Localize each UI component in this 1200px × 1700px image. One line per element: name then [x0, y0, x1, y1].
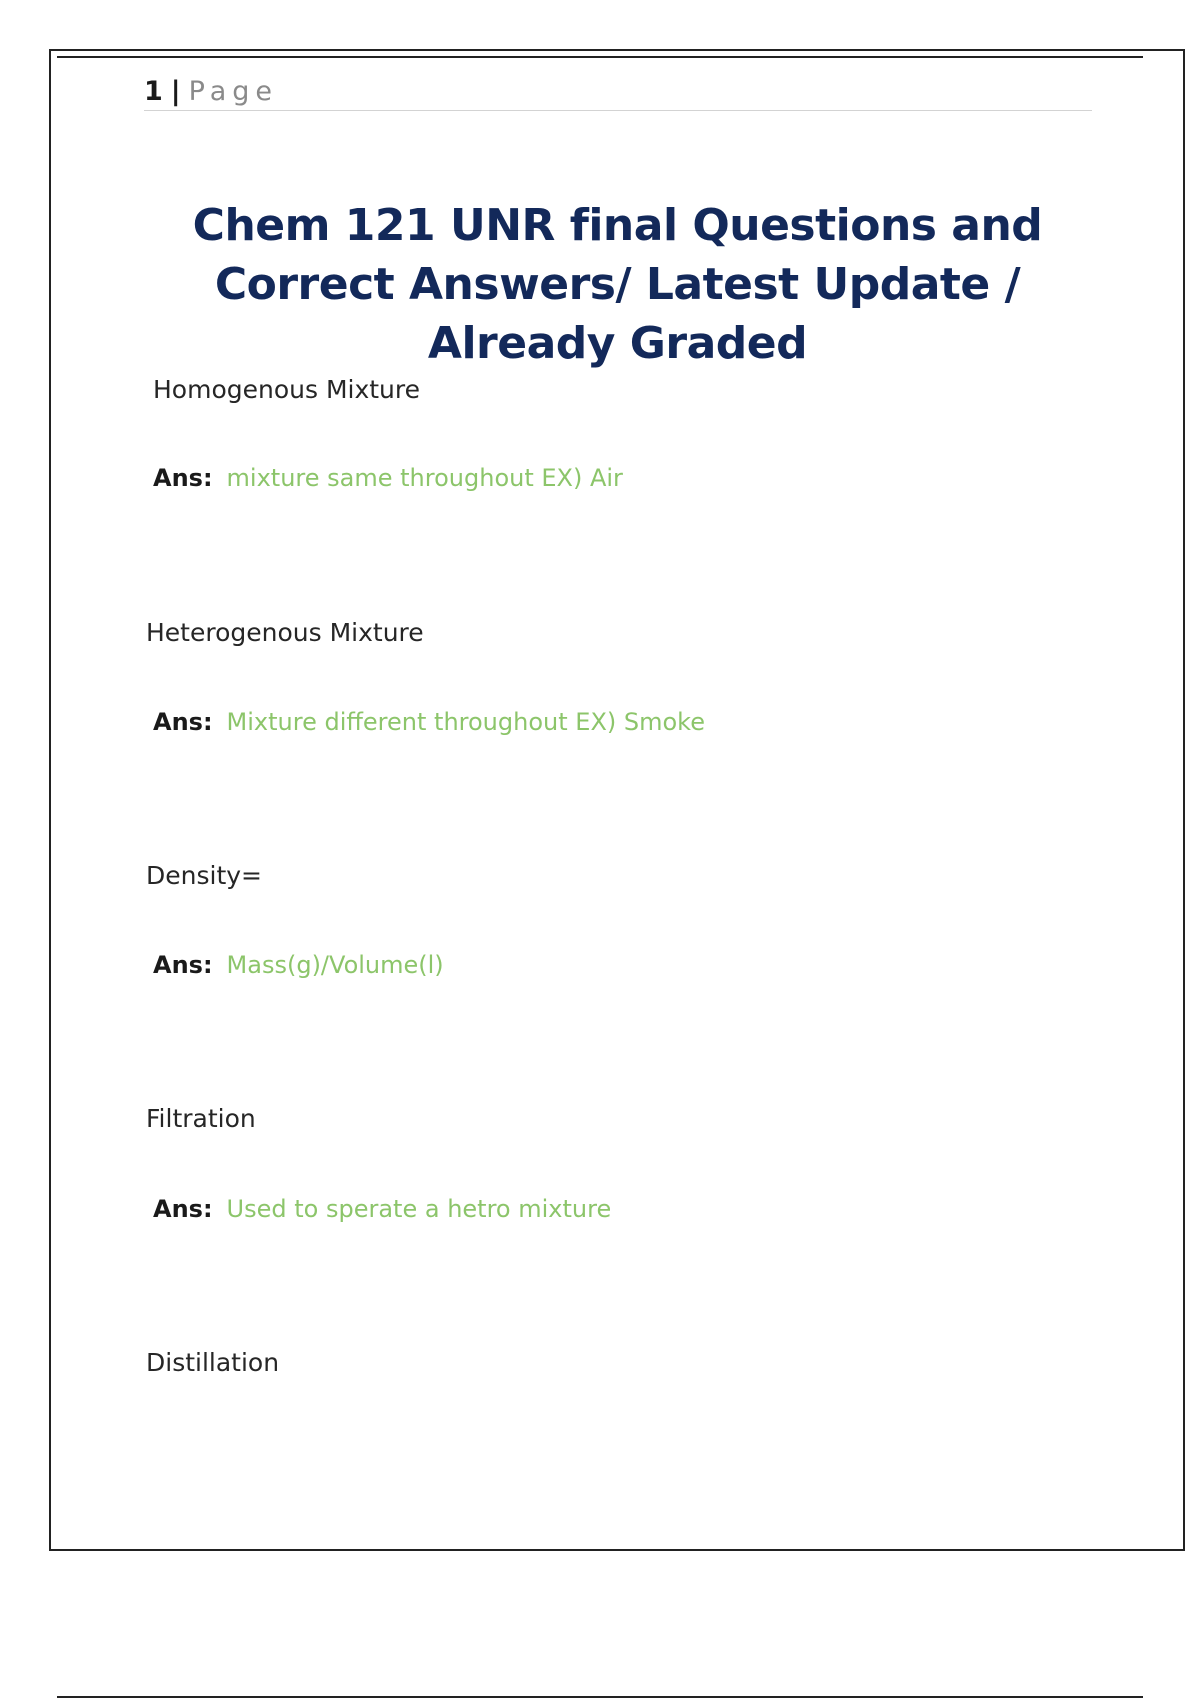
page-separator: | — [170, 76, 181, 107]
answer-label: Ans: — [153, 951, 213, 979]
answer-line — [153, 949, 444, 981]
question-term: Distillation — [146, 1348, 280, 1377]
question-term: Heterogenous Mixture — [146, 618, 424, 647]
page-header — [144, 74, 1092, 111]
answer-label: Ans: — [153, 708, 213, 736]
answer-line — [153, 1193, 611, 1225]
footer-rule — [57, 1696, 1143, 1698]
answer-text: Mass(g)/Volume(l) — [226, 951, 444, 979]
question-term: Homogenous Mixture — [153, 375, 421, 404]
question-term: Filtration — [146, 1104, 256, 1133]
answer-line — [153, 706, 705, 738]
document-title: Chem 121 UNR final Questions and Correct Answers/ Latest Update / Already Graded — [192, 200, 1043, 369]
answer-text: Used to sperate a hetro mixture — [226, 1195, 612, 1223]
page-number: 1 — [144, 76, 163, 107]
answer-line — [153, 462, 623, 494]
answer-text: mixture same throughout EX) Air — [226, 464, 623, 492]
answer-label: Ans: — [153, 464, 213, 492]
answer-label: Ans: — [153, 1195, 213, 1223]
top-rule — [57, 56, 1143, 58]
question-term: Density= — [146, 861, 262, 890]
answer-text: Mixture different throughout EX) Smoke — [226, 708, 705, 736]
page-label: Page — [188, 76, 279, 107]
